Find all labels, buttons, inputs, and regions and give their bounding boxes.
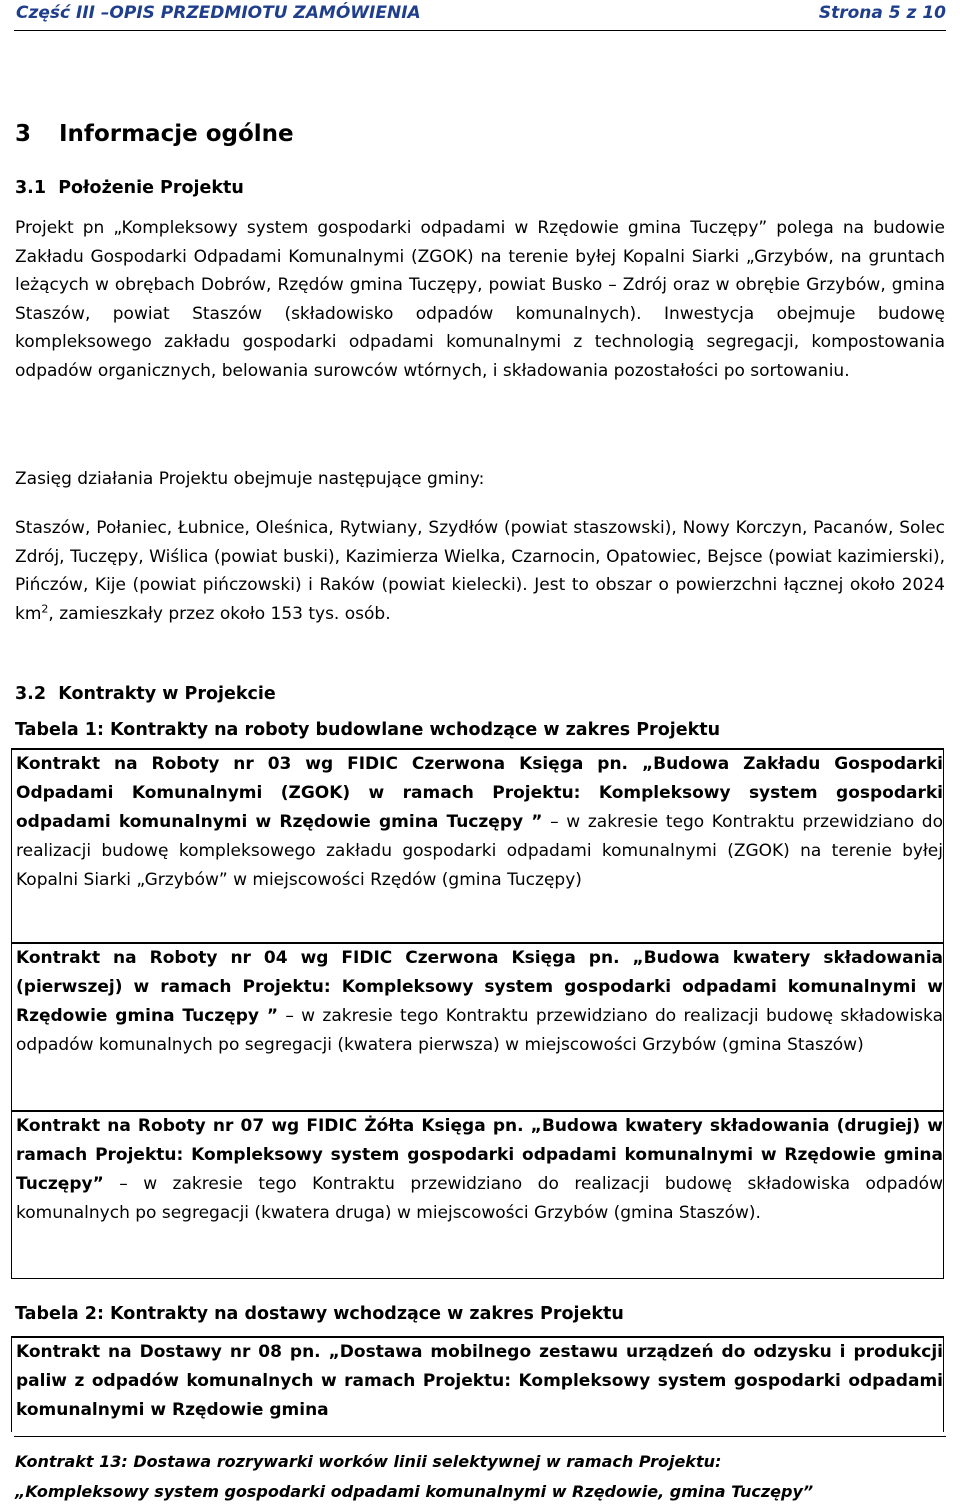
population-text: , zamieszkały przez około 153 tys. osób. (48, 603, 391, 624)
contract-04-scope: – w zakresie tego Kontraktu przewidziano do realizacji budowę składowiska odpadów komunalnych po segregacji (kwatera pierwsza) w miejscowości Grzybów (gmina Staszów) (16, 1006, 943, 1055)
footer-line-2: „Kompleksowy system gospodarki odpadami komunalnymi w Rzędowie, gmina Tuczępy” (15, 1482, 814, 1501)
contract-08-description (16, 1338, 943, 1425)
section-3-title: Informacje ogólne (59, 121, 294, 147)
table-2-row-contract-08 (11, 1336, 944, 1432)
section-3-1-heading (15, 178, 244, 198)
footer-line-1: Kontrakt 13: Dostawa rozrywarki worków linii selektywnej w ramach Projektu: (15, 1452, 722, 1471)
municipalities-text: Staszów, Połaniec, Łubnice, Oleśnica, Rytwiany, Szydłów (powiat staszowski), Nowy Korczyn, Pacanów, Solec Zdrój, Tuczępy, Wiślica (powiat buski), Kazimierza Wielka, Czarnocin, Opatowiec, Bejsce (powiat kazimierski), Pińczów, Kije (powiat pińczowski) i Raków (powiat kielecki). Jest to obszar o powierzchni łącznej około 2024 km (15, 518, 945, 624)
project-location-paragraph: Projekt pn „Kompleksowy system gospodarki odpadami w Rzędowie gmina Tuczępy” polega na budowie Zakładu Gospodarki Odpadami Komunalnymi (ZGOK) na terenie byłej Kopalni Siarki „Grzybów, na gruntach leżących w obrębach Dobrów, Rzędów gmina Tuczępy, powiat Busko – Zdrój oraz w obrębie Grzybów, gmina Staszów, powiat Staszów (składowisko odpadów komunalnych). Inwestycja obejmuje budowę kompleksowego zakładu gospodarki odpadami komunalnymi z technologią segregacji, kompostowania odpadów organicznych, belowania surowców wtórnych, i składowania pozostałości po sortowaniu. (15, 218, 945, 381)
header-document-part: Część III –OPIS PRZEDMIOTU ZAMÓWIENIA (16, 3, 421, 23)
header-page-number: Strona 5 z 10 (818, 3, 946, 23)
table-1-row-contract-07 (11, 1110, 944, 1278)
section-3-2-number: 3.2 (15, 684, 47, 704)
contract-03-name: Kontrakt na Roboty nr 03 wg FIDIC Czerwona Księga pn. „Budowa Zakładu Gospodarki Odpadami Komunalnymi (ZGOK) w ramach Projektu: Kompleksowy system gospodarki odpadami komunalnymi w Rzędowie gmina Tuczępy ” (16, 754, 943, 832)
footer-rule (14, 1436, 946, 1437)
page-header (14, 0, 946, 31)
page-footer (15, 1447, 945, 1507)
contract-03-description (16, 750, 943, 895)
contract-07-name: Kontrakt na Roboty nr 07 wg FIDIC Żółta Księga pn. „Budowa kwatery składowania (drugiej) w ramach Projektu: Kompleksowy system gospodarki odpadami komunalnymi w Rzędowie gmina Tuczępy” (16, 1116, 943, 1194)
contract-04-name: Kontrakt na Roboty nr 04 wg FIDIC Czerwona Księga pn. „Budowa kwatery składowania (pierwszej) w ramach Projektu: Kompleksowy system gospodarki odpadami komunalnymi w Rzędowie gmina Tuczępy ” (16, 948, 943, 1026)
table-1-title: Tabela 1: Kontrakty na roboty budowlane wchodzące w zakres Projektu (15, 720, 721, 740)
contract-03-scope: – w zakresie tego Kontraktu przewidziano do realizacji budowę kompleksowego zakładu gospodarki odpadami komunalnymi (ZGOK) na terenie byłej Kopalni Siarki „Grzybów” w miejscowości Rzędów (gmina Tuczępy) (16, 812, 943, 890)
municipalities-paragraph (15, 514, 945, 628)
table-1-row-contract-03 (11, 748, 944, 942)
area-unit-exponent: 2 (41, 602, 49, 616)
contract-07-description (16, 1112, 943, 1228)
section-3-number: 3 (15, 121, 32, 147)
section-3-2-heading (15, 684, 276, 704)
section-3-heading (15, 121, 294, 147)
section-3-1-title: Położenie Projektu (58, 178, 244, 198)
section-3-1-number: 3.1 (15, 178, 47, 198)
contract-04-description (16, 944, 943, 1060)
table-2-title: Tabela 2: Kontrakty na dostawy wchodzące w zakres Projektu (15, 1304, 624, 1324)
section-3-2-title: Kontrakty w Projekcie (58, 684, 276, 704)
table-1-row-contract-04 (11, 942, 944, 1110)
contract-07-scope: – w zakresie tego Kontraktu przewidziano do realizacji budowę składowiska odpadów komunalnych po segregacji (kwatera druga) w miejscowości Grzybów (gmina Staszów). (16, 1174, 943, 1223)
table-1-bottom-rule (11, 1278, 944, 1279)
project-scope-intro: Zasięg działania Projektu obejmuje następujące gminy: (15, 469, 485, 489)
contract-08-name: Kontrakt na Dostawy nr 08 pn. „Dostawa mobilnego zestawu urządzeń do odzysku i produkcji paliw z odpadów komunalnych w ramach Projektu: Kompleksowy system gospodarki odpadami komunalnymi w Rzędowie gmina (16, 1342, 943, 1420)
